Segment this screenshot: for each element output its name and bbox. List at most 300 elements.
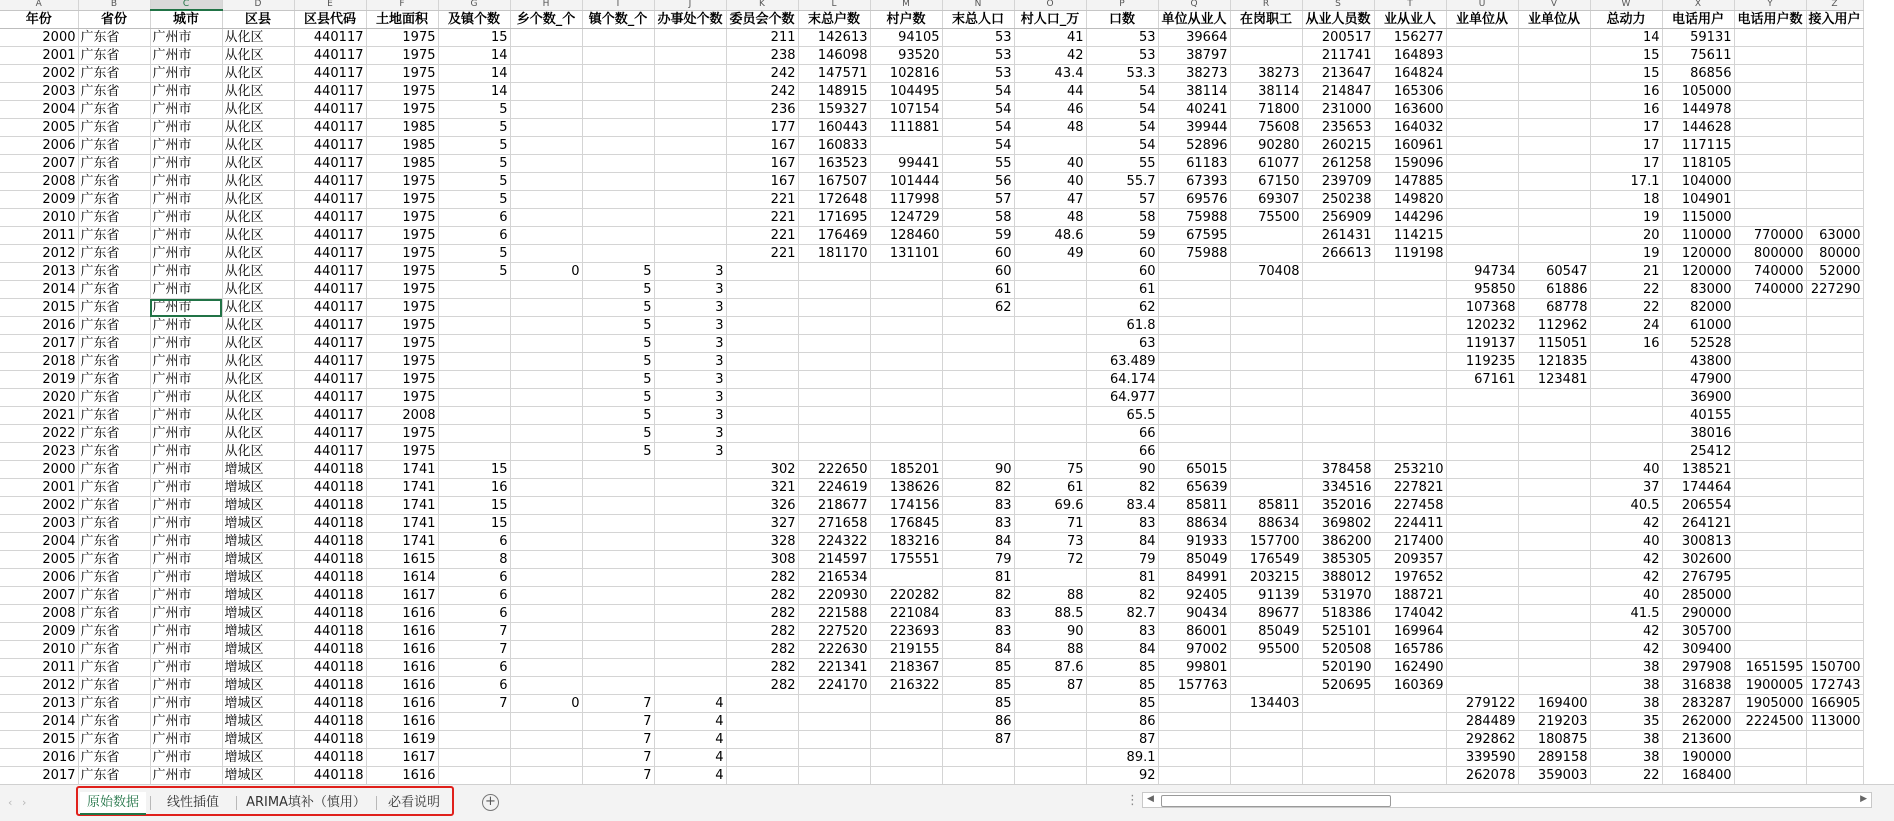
table-cell[interactable]: 广东省 [78,155,150,173]
table-cell[interactable] [870,299,942,317]
column-letter[interactable]: I [582,0,654,10]
table-cell[interactable] [870,425,942,443]
table-cell[interactable] [1374,731,1446,749]
table-cell[interactable]: 1975 [366,227,438,245]
table-cell[interactable]: 86001 [1158,623,1230,641]
table-cell[interactable]: 123481 [1518,371,1590,389]
table-cell[interactable] [1014,731,1086,749]
table-cell[interactable]: 71800 [1230,101,1302,119]
table-cell[interactable]: 53.3 [1086,65,1158,83]
table-cell[interactable]: 61183 [1158,155,1230,173]
table-cell[interactable] [1734,371,1806,389]
table-cell[interactable] [654,119,726,137]
table-cell[interactable] [1158,425,1230,443]
table-cell[interactable] [1374,389,1446,407]
table-cell[interactable] [1158,299,1230,317]
table-cell[interactable]: 广州市 [150,353,222,371]
table-cell[interactable]: 279122 [1446,695,1518,713]
table-cell[interactable]: 159096 [1374,155,1446,173]
table-cell[interactable]: 增城区 [222,641,294,659]
table-cell[interactable]: 1975 [366,47,438,65]
column-letter[interactable]: H [510,0,582,10]
table-cell[interactable]: 广州市 [150,263,222,281]
table-cell[interactable]: 440118 [294,551,366,569]
table-cell[interactable] [942,767,1014,785]
table-cell[interactable]: 61 [1086,281,1158,299]
table-cell[interactable]: 114215 [1374,227,1446,245]
table-cell[interactable]: 105000 [1662,83,1734,101]
table-cell[interactable]: 83 [1086,515,1158,533]
table-cell[interactable] [654,587,726,605]
table-cell[interactable]: 221 [726,245,798,263]
table-cell[interactable] [1230,479,1302,497]
table-cell[interactable]: 22 [1590,299,1662,317]
table-cell[interactable] [1374,713,1446,731]
table-cell[interactable] [1014,317,1086,335]
table-cell[interactable]: 49 [1014,245,1086,263]
table-cell[interactable]: 440118 [294,587,366,605]
column-letter[interactable]: R [1230,0,1302,10]
table-cell[interactable] [870,353,942,371]
table-cell[interactable]: 440118 [294,767,366,785]
table-cell[interactable] [1806,425,1863,443]
column-letter[interactable]: S [1302,0,1374,10]
table-cell[interactable]: 65639 [1158,479,1230,497]
table-cell[interactable]: 169400 [1518,695,1590,713]
table-cell[interactable] [654,47,726,65]
table-cell[interactable]: 5 [582,407,654,425]
table-cell[interactable]: 440117 [294,227,366,245]
table-cell[interactable]: 1905000 [1734,695,1806,713]
table-cell[interactable] [1302,443,1374,461]
table-cell[interactable]: 2012 [0,245,78,263]
table-cell[interactable]: 70408 [1230,263,1302,281]
table-cell[interactable]: 67393 [1158,173,1230,191]
table-cell[interactable]: 增城区 [222,713,294,731]
table-cell[interactable]: 87 [1014,677,1086,695]
table-cell[interactable]: 22 [1590,281,1662,299]
table-cell[interactable]: 1616 [366,713,438,731]
table-cell[interactable] [438,371,510,389]
table-cell[interactable] [798,281,870,299]
table-cell[interactable]: 2000 [0,461,78,479]
table-cell[interactable] [1734,29,1806,47]
table-cell[interactable]: 75500 [1230,209,1302,227]
table-cell[interactable]: 1975 [366,317,438,335]
table-cell[interactable]: 224619 [798,479,870,497]
table-cell[interactable]: 广东省 [78,533,150,551]
table-cell[interactable] [1302,389,1374,407]
scroll-left-arrow-icon[interactable]: ◀ [1147,794,1154,804]
table-cell[interactable]: 83.4 [1086,497,1158,515]
table-cell[interactable]: 广东省 [78,587,150,605]
table-cell[interactable]: 从化区 [222,83,294,101]
table-cell[interactable]: 309400 [1662,641,1734,659]
table-cell[interactable]: 235653 [1302,119,1374,137]
table-cell[interactable] [1230,29,1302,47]
table-cell[interactable]: 从化区 [222,101,294,119]
table-cell[interactable]: 81 [1086,569,1158,587]
table-cell[interactable] [1446,533,1518,551]
table-cell[interactable]: 69576 [1158,191,1230,209]
table-cell[interactable]: 440117 [294,371,366,389]
table-cell[interactable]: 53 [942,47,1014,65]
table-cell[interactable] [870,281,942,299]
table-cell[interactable] [942,749,1014,767]
table-cell[interactable]: 300813 [1662,533,1734,551]
table-cell[interactable] [1806,65,1863,83]
table-cell[interactable]: 440117 [294,263,366,281]
table-cell[interactable] [1014,281,1086,299]
table-cell[interactable] [510,533,582,551]
table-cell[interactable] [510,173,582,191]
table-cell[interactable]: 广州市 [150,749,222,767]
table-cell[interactable]: 117998 [870,191,942,209]
table-cell[interactable] [1014,137,1086,155]
table-cell[interactable]: 166905 [1806,695,1863,713]
table-cell[interactable]: 84 [1086,533,1158,551]
table-cell[interactable] [1734,119,1806,137]
table-cell[interactable] [1734,299,1806,317]
table-cell[interactable]: 2016 [0,317,78,335]
table-cell[interactable] [582,83,654,101]
table-cell[interactable]: 14 [438,65,510,83]
table-cell[interactable]: 321 [726,479,798,497]
table-cell[interactable] [1806,101,1863,119]
table-cell[interactable]: 176549 [1230,551,1302,569]
table-cell[interactable]: 440118 [294,605,366,623]
table-cell[interactable]: 142613 [798,29,870,47]
table-cell[interactable] [1302,299,1374,317]
table-cell[interactable]: 2224500 [1734,713,1806,731]
table-cell[interactable] [1806,515,1863,533]
table-cell[interactable]: 150700 [1806,659,1863,677]
table-cell[interactable]: 广东省 [78,461,150,479]
table-cell[interactable]: 79 [1086,551,1158,569]
table-cell[interactable] [1806,155,1863,173]
table-cell[interactable]: 253210 [1374,461,1446,479]
table-cell[interactable] [1806,83,1863,101]
table-cell[interactable]: 1975 [366,353,438,371]
table-cell[interactable]: 增城区 [222,587,294,605]
table-cell[interactable] [1374,353,1446,371]
table-cell[interactable] [510,551,582,569]
table-cell[interactable] [870,731,942,749]
table-cell[interactable]: 440118 [294,731,366,749]
table-cell[interactable]: 239709 [1302,173,1374,191]
table-cell[interactable]: 740000 [1734,281,1806,299]
table-cell[interactable]: 15 [438,29,510,47]
table-cell[interactable]: 57 [942,191,1014,209]
table-cell[interactable]: 73 [1014,533,1086,551]
table-cell[interactable]: 67595 [1158,227,1230,245]
table-cell[interactable] [942,371,1014,389]
table-cell[interactable]: 146098 [798,47,870,65]
table-cell[interactable]: 82.7 [1086,605,1158,623]
table-cell[interactable] [1806,299,1863,317]
table-cell[interactable]: 440117 [294,29,366,47]
table-cell[interactable] [1734,497,1806,515]
table-cell[interactable] [1230,335,1302,353]
table-cell[interactable] [654,155,726,173]
table-cell[interactable] [1014,749,1086,767]
table-cell[interactable]: 从化区 [222,407,294,425]
table-cell[interactable]: 2005 [0,551,78,569]
table-cell[interactable] [1590,407,1662,425]
table-cell[interactable]: 282 [726,587,798,605]
table-cell[interactable]: 214847 [1302,83,1374,101]
table-cell[interactable] [1806,389,1863,407]
table-cell[interactable]: 54 [1086,101,1158,119]
table-cell[interactable]: 1616 [366,605,438,623]
table-cell[interactable]: 128460 [870,227,942,245]
table-cell[interactable] [510,659,582,677]
table-cell[interactable]: 7 [582,767,654,785]
table-cell[interactable] [1230,731,1302,749]
table-cell[interactable]: 440118 [294,695,366,713]
table-cell[interactable] [1446,569,1518,587]
table-cell[interactable] [1014,263,1086,281]
table-cell[interactable]: 83 [1086,623,1158,641]
table-cell[interactable]: 308 [726,551,798,569]
table-cell[interactable] [1014,353,1086,371]
table-cell[interactable] [870,749,942,767]
table-cell[interactable] [1518,497,1590,515]
table-cell[interactable]: 213647 [1302,65,1374,83]
table-cell[interactable]: 2003 [0,83,78,101]
table-cell[interactable]: 359003 [1518,767,1590,785]
table-cell[interactable]: 119235 [1446,353,1518,371]
table-cell[interactable]: 1975 [366,29,438,47]
table-cell[interactable] [1446,551,1518,569]
table-cell[interactable] [1806,605,1863,623]
table-cell[interactable]: 440117 [294,191,366,209]
table-cell[interactable] [510,317,582,335]
table-cell[interactable]: 440118 [294,515,366,533]
table-cell[interactable]: 520190 [1302,659,1374,677]
table-cell[interactable] [798,353,870,371]
table-cell[interactable]: 282 [726,677,798,695]
table-cell[interactable]: 67161 [1446,371,1518,389]
table-cell[interactable] [510,245,582,263]
table-cell[interactable]: 297908 [1662,659,1734,677]
table-cell[interactable] [582,515,654,533]
table-cell[interactable]: 518386 [1302,605,1374,623]
table-cell[interactable]: 90 [1014,623,1086,641]
table-cell[interactable]: 276795 [1662,569,1734,587]
table-cell[interactable]: 42 [1590,551,1662,569]
table-cell[interactable] [1806,731,1863,749]
table-cell[interactable]: 40241 [1158,101,1230,119]
table-cell[interactable] [1446,623,1518,641]
table-cell[interactable]: 82 [1086,479,1158,497]
table-cell[interactable]: 广东省 [78,263,150,281]
table-cell[interactable]: 3 [654,353,726,371]
table-cell[interactable]: 从化区 [222,317,294,335]
table-cell[interactable]: 广东省 [78,749,150,767]
table-cell[interactable] [1518,587,1590,605]
table-cell[interactable] [654,461,726,479]
table-cell[interactable]: 广州市 [150,713,222,731]
table-cell[interactable]: 广州市 [150,677,222,695]
table-cell[interactable]: 87 [1086,731,1158,749]
table-cell[interactable] [942,317,1014,335]
table-cell[interactable]: 2004 [0,533,78,551]
column-header[interactable]: 村户数 [870,10,942,29]
table-cell[interactable] [1734,623,1806,641]
table-cell[interactable]: 84 [942,533,1014,551]
table-cell[interactable] [1374,407,1446,425]
table-cell[interactable]: 1615 [366,551,438,569]
table-cell[interactable]: 85 [1086,677,1158,695]
table-cell[interactable]: 增城区 [222,515,294,533]
table-cell[interactable]: 广州市 [150,659,222,677]
table-cell[interactable]: 138521 [1662,461,1734,479]
table-cell[interactable] [1446,29,1518,47]
table-cell[interactable] [582,551,654,569]
table-cell[interactable]: 1975 [366,263,438,281]
column-letter[interactable]: E [294,0,366,10]
table-cell[interactable] [438,713,510,731]
table-cell[interactable]: 21 [1590,263,1662,281]
table-cell[interactable]: 160369 [1374,677,1446,695]
table-cell[interactable] [510,767,582,785]
table-cell[interactable]: 1985 [366,155,438,173]
table-cell[interactable]: 7 [582,695,654,713]
table-cell[interactable]: 120000 [1662,245,1734,263]
table-cell[interactable]: 1975 [366,425,438,443]
table-cell[interactable]: 20 [1590,227,1662,245]
table-cell[interactable]: 5 [582,299,654,317]
table-cell[interactable] [510,677,582,695]
table-cell[interactable] [654,605,726,623]
table-cell[interactable]: 94105 [870,29,942,47]
table-cell[interactable] [654,569,726,587]
column-letter[interactable]: X [1662,0,1734,10]
table-cell[interactable]: 广州市 [150,317,222,335]
table-cell[interactable] [582,101,654,119]
table-cell[interactable] [1446,641,1518,659]
table-cell[interactable] [1446,605,1518,623]
table-cell[interactable] [1518,83,1590,101]
table-cell[interactable]: 157763 [1158,677,1230,695]
table-cell[interactable]: 6 [438,209,510,227]
table-cell[interactable]: 5 [438,263,510,281]
table-cell[interactable]: 334516 [1302,479,1374,497]
table-cell[interactable]: 68778 [1518,299,1590,317]
table-cell[interactable]: 61000 [1662,317,1734,335]
table-cell[interactable]: 227821 [1374,479,1446,497]
table-cell[interactable] [1230,677,1302,695]
column-letter[interactable]: C [150,0,222,10]
table-cell[interactable] [1806,29,1863,47]
table-cell[interactable]: 1616 [366,767,438,785]
table-cell[interactable] [1518,155,1590,173]
table-cell[interactable] [1734,641,1806,659]
table-cell[interactable] [1302,335,1374,353]
table-cell[interactable]: 440118 [294,533,366,551]
table-cell[interactable]: 15 [438,515,510,533]
table-cell[interactable]: 221588 [798,605,870,623]
table-cell[interactable] [1014,695,1086,713]
table-cell[interactable]: 3 [654,389,726,407]
table-cell[interactable]: 4 [654,713,726,731]
table-cell[interactable]: 3 [654,281,726,299]
table-cell[interactable]: 2003 [0,515,78,533]
table-cell[interactable] [438,749,510,767]
table-cell[interactable]: 174042 [1374,605,1446,623]
table-cell[interactable]: 2010 [0,641,78,659]
table-cell[interactable] [798,443,870,461]
table-cell[interactable]: 3 [654,407,726,425]
table-cell[interactable] [870,695,942,713]
table-cell[interactable] [654,137,726,155]
table-cell[interactable]: 85 [942,659,1014,677]
table-cell[interactable] [1806,407,1863,425]
table-cell[interactable]: 211741 [1302,47,1374,65]
column-header[interactable]: 末总户数 [798,10,870,29]
table-cell[interactable] [582,533,654,551]
table-cell[interactable] [1446,119,1518,137]
table-cell[interactable]: 广州市 [150,569,222,587]
table-cell[interactable]: 38 [1590,749,1662,767]
table-cell[interactable]: 6 [438,569,510,587]
column-header[interactable]: 业单位从 [1446,10,1518,29]
table-cell[interactable]: 5 [582,371,654,389]
table-cell[interactable]: 224411 [1374,515,1446,533]
table-cell[interactable] [654,245,726,263]
table-cell[interactable]: 63.489 [1086,353,1158,371]
table-cell[interactable] [1230,299,1302,317]
table-cell[interactable] [1734,443,1806,461]
table-cell[interactable]: 40 [1590,533,1662,551]
table-cell[interactable] [510,623,582,641]
scroll-split-grip-icon[interactable]: ⋮ [1126,793,1139,808]
table-cell[interactable]: 58 [1086,209,1158,227]
table-cell[interactable]: 14 [438,47,510,65]
table-cell[interactable] [510,497,582,515]
table-cell[interactable]: 38 [1590,659,1662,677]
table-cell[interactable] [1014,389,1086,407]
table-cell[interactable]: 48 [1014,209,1086,227]
table-cell[interactable]: 38114 [1230,83,1302,101]
table-cell[interactable]: 42 [1590,515,1662,533]
table-cell[interactable]: 85 [942,677,1014,695]
table-cell[interactable]: 广东省 [78,173,150,191]
table-cell[interactable] [1806,533,1863,551]
table-cell[interactable] [510,227,582,245]
table-cell[interactable] [1734,587,1806,605]
table-cell[interactable]: 188721 [1374,587,1446,605]
table-cell[interactable]: 62 [1086,299,1158,317]
table-cell[interactable] [1158,335,1230,353]
table-cell[interactable]: 广东省 [78,425,150,443]
table-cell[interactable] [1446,209,1518,227]
table-cell[interactable]: 广东省 [78,47,150,65]
table-cell[interactable]: 174464 [1662,479,1734,497]
table-cell[interactable]: 216322 [870,677,942,695]
table-cell[interactable]: 从化区 [222,443,294,461]
column-header[interactable]: 业单位从 [1518,10,1590,29]
table-cell[interactable] [1734,353,1806,371]
table-cell[interactable]: 2015 [0,299,78,317]
table-cell[interactable]: 从化区 [222,173,294,191]
table-cell[interactable] [510,569,582,587]
table-cell[interactable] [1446,47,1518,65]
table-cell[interactable] [438,443,510,461]
table-cell[interactable] [582,245,654,263]
table-cell[interactable] [1446,515,1518,533]
